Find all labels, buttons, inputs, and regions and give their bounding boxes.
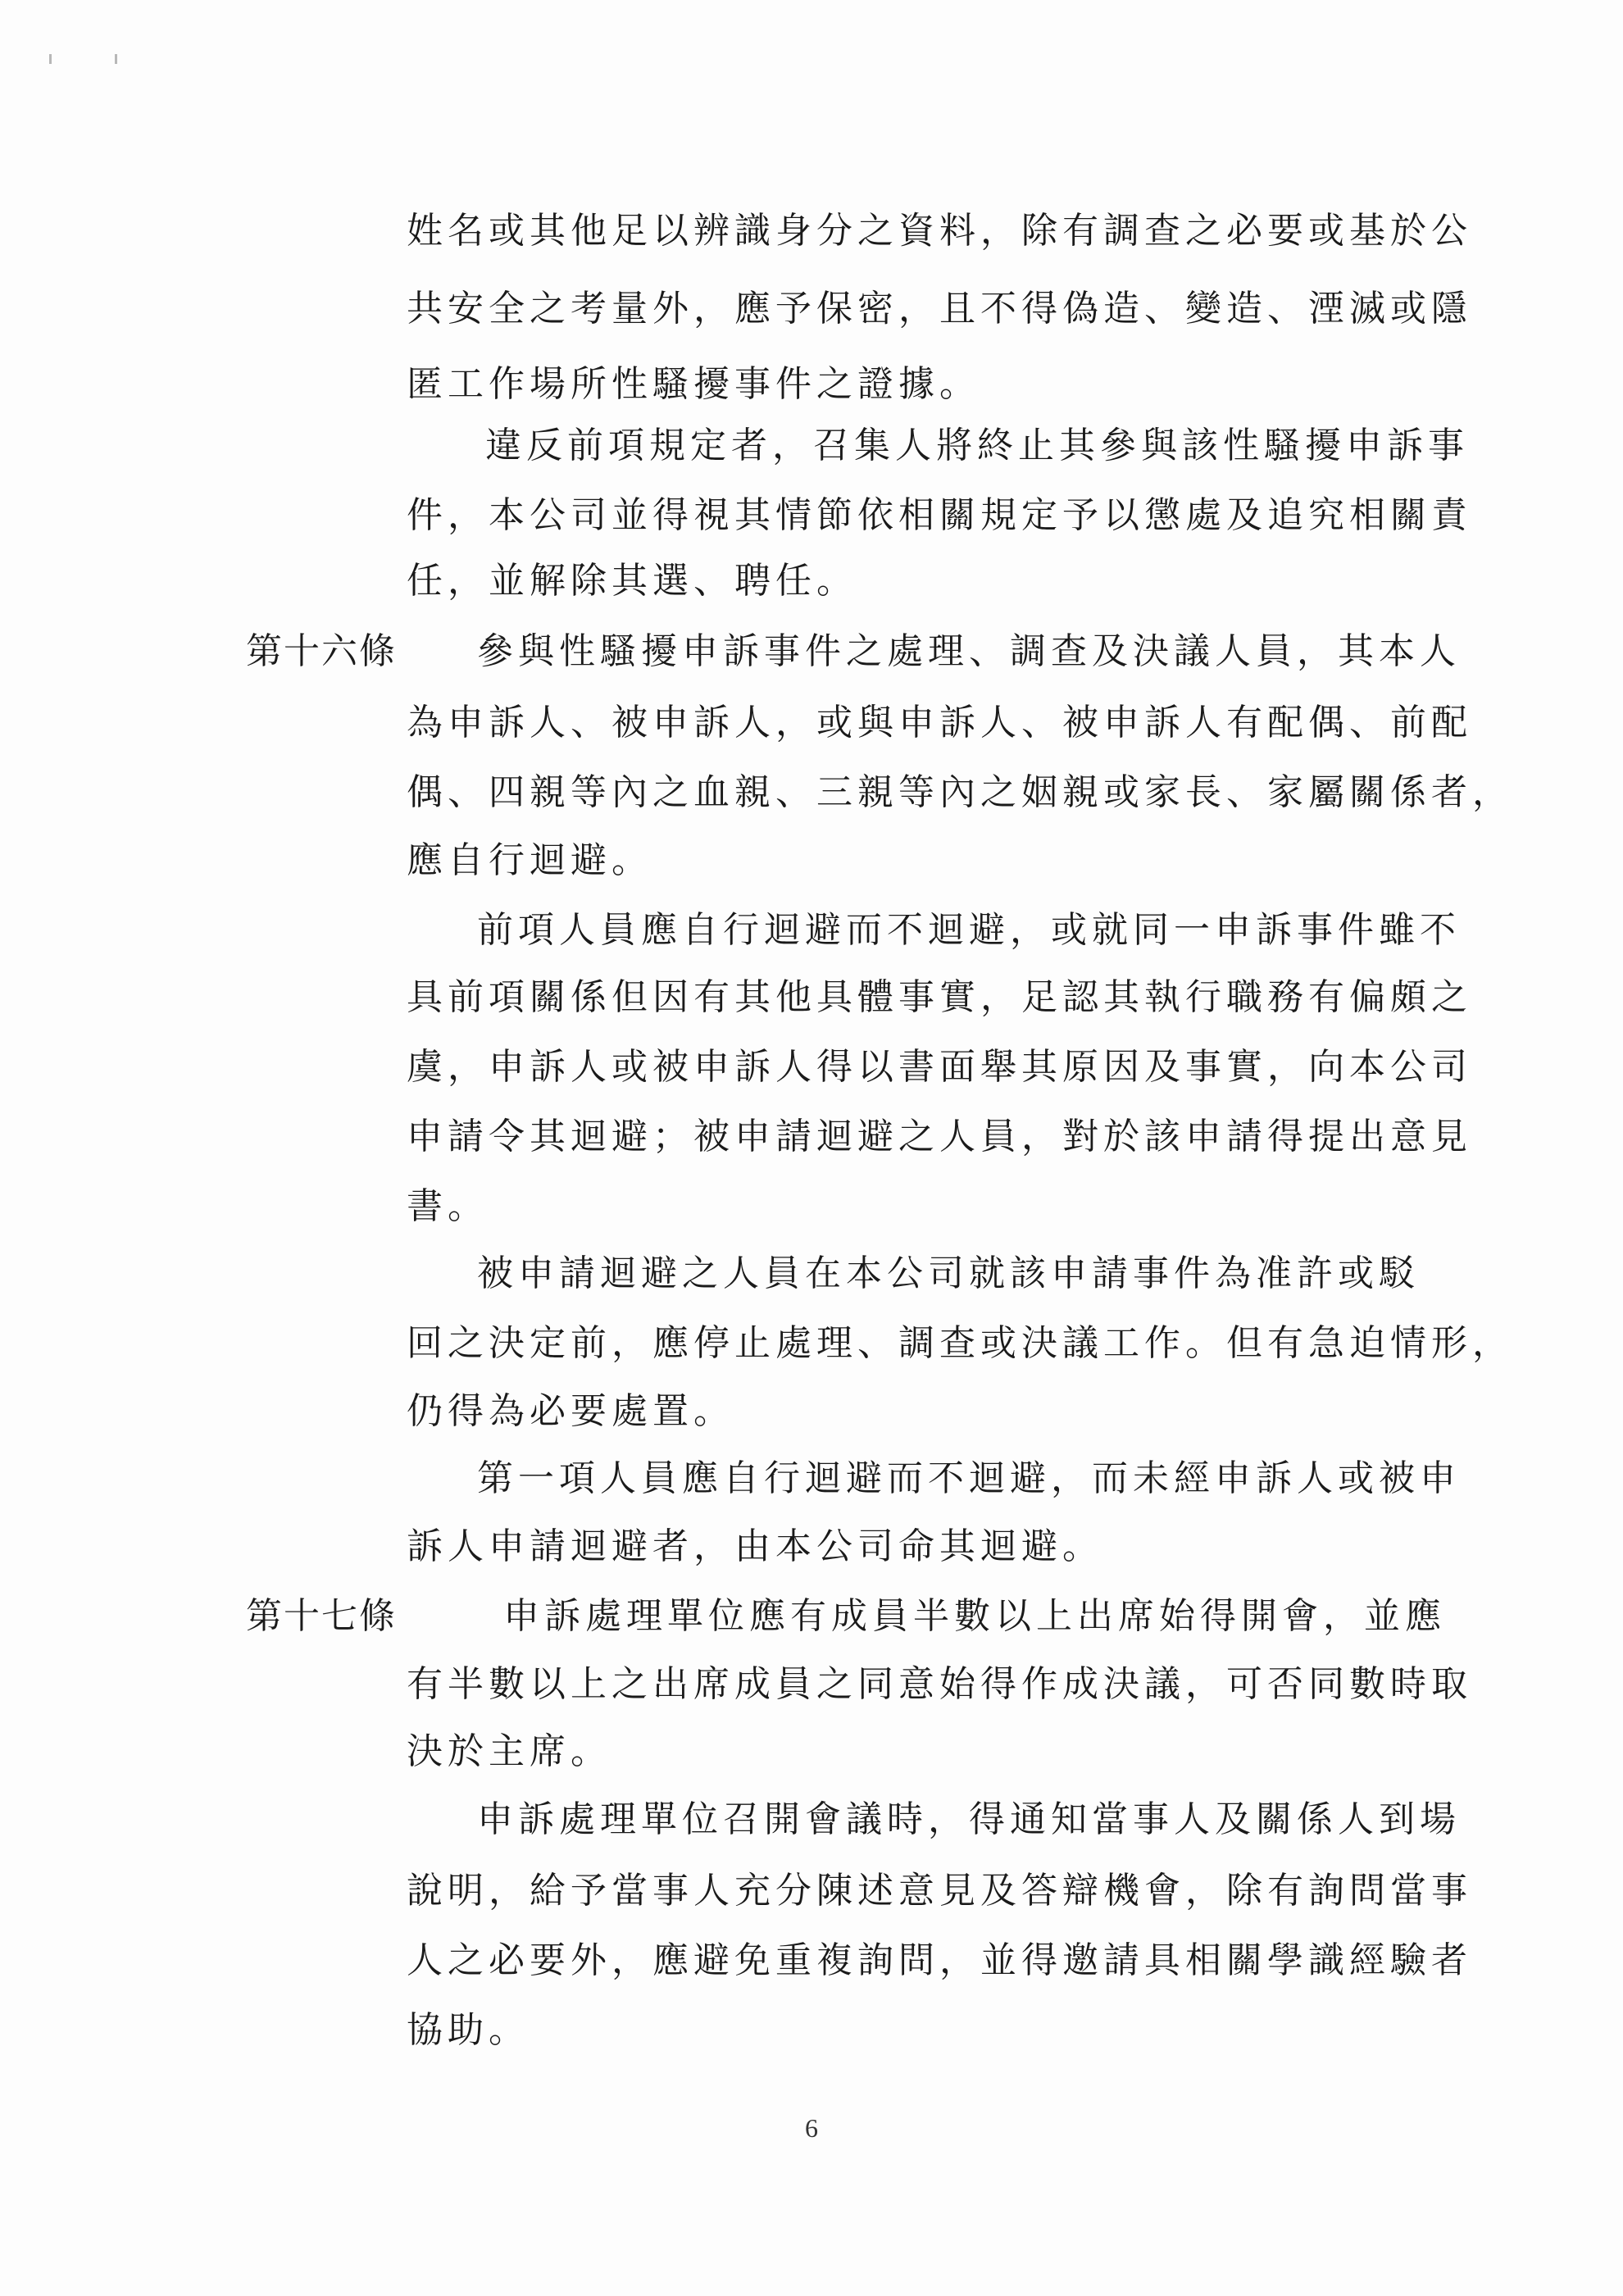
text-line: 件，本公司並得視其情節依相關規定予以懲處及追究相關責 (407, 494, 1472, 536)
text-line: 第一項人員應自行迴避而不迴避，而未經申訴人或被申 (477, 1457, 1461, 1499)
page-number: 6 (805, 2113, 818, 2143)
text-line: 偶、四親等內之血親、三親等內之姻親或家長、家屬關係者， (407, 771, 1513, 813)
text-line: 申請令其迴避；被申請迴避之人員，對於該申請得提出意見 (407, 1116, 1472, 1157)
text-line: 申訴處理單位應有成員半數以上出席始得開會，並應 (503, 1595, 1446, 1637)
scan-mark (115, 54, 117, 64)
text-line: 申訴處理單位召開會議時，得通知當事人及關係人到場 (477, 1798, 1461, 1840)
text-line: 為申訴人、被申訴人，或與申訴人、被申訴人有配偶、前配 (407, 702, 1472, 743)
text-line: 匿工作場所性騷擾事件之證據。 (407, 363, 980, 405)
text-line: 仍得為必要處置。 (407, 1390, 734, 1432)
text-line: 前項人員應自行迴避而不迴避，或就同一申訴事件雖不 (477, 909, 1461, 951)
text-line: 回之決定前，應停止處理、調查或決議工作。但有急迫情形， (407, 1322, 1513, 1364)
text-line: 任，並解除其選、聘任。 (407, 560, 857, 602)
text-line: 協助。 (407, 2009, 530, 2051)
text-line: 共安全之考量外，應予保密，且不得偽造、變造、湮滅或隱 (407, 288, 1472, 330)
article-heading: 第十七條 (246, 1595, 397, 1637)
text-line: 說明，給予當事人充分陳述意見及答辯機會，除有詢問當事 (407, 1870, 1472, 1912)
text-line: 書。 (407, 1185, 489, 1227)
text-line: 決於主席。 (407, 1730, 611, 1772)
scan-mark (49, 54, 52, 64)
text-line: 虞，申訴人或被申訴人得以書面舉其原因及事實，向本公司 (407, 1046, 1472, 1088)
text-line: 姓名或其他足以辨識身分之資料，除有調查之必要或基於公 (407, 210, 1472, 252)
text-line: 被申請迴避之人員在本公司就該申請事件為准許或駁 (477, 1253, 1420, 1294)
text-line: 有半數以上之出席成員之同意始得作成決議，可否同數時取 (407, 1663, 1472, 1705)
text-line: 參與性騷擾申訴事件之處理、調查及決議人員，其本人 (477, 630, 1461, 672)
text-line: 違反前項規定者，召集人將終止其參與該性騷擾申訴事 (485, 425, 1469, 466)
text-line: 應自行迴避。 (407, 839, 652, 881)
text-line: 訴人申請迴避者，由本公司命其迴避。 (407, 1525, 1103, 1567)
article-heading: 第十六條 (246, 630, 397, 672)
text-line: 人之必要外，應避免重複詢問，並得邀請具相關學識經驗者 (407, 1939, 1472, 1981)
text-line: 具前項關係但因有其他具體事實，足認其執行職務有偏頗之 (407, 976, 1472, 1018)
